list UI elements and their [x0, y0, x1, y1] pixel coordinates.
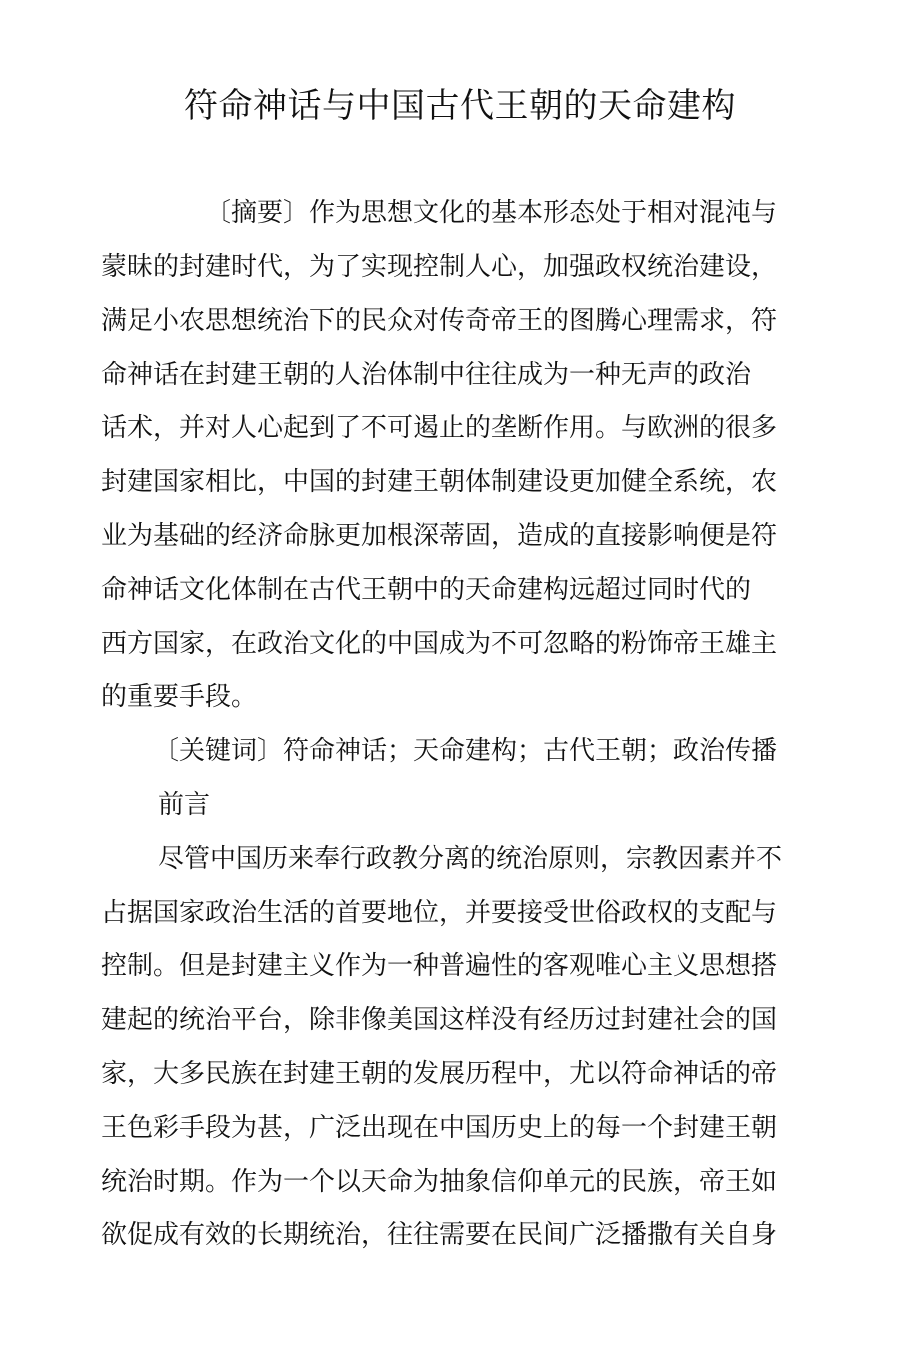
- body-line-3: 控制。但是封建主义作为一种普遍性的客观唯心主义思想搭: [101, 951, 778, 981]
- abstract-line-3: 满足小农思想统治下的民众对传奇帝王的图腾心理需求，符: [101, 306, 778, 336]
- body-line-2: 占据国家政治生活的首要地位，并要接受世俗政权的支配与: [101, 898, 778, 928]
- keywords-line: 〔关键词〕符命神话；天命建构；古代王朝；政治传播: [153, 736, 778, 766]
- body-line-6: 王色彩手段为甚，广泛出现在中国历史上的每一个封建王朝: [101, 1113, 778, 1143]
- abstract-line-8: 命神话文化体制在古代王朝中的天命建构远超过同时代的: [101, 575, 752, 605]
- abstract-line-9: 西方国家，在政治文化的中国成为不可忽略的粉饰帝王雄主: [101, 629, 778, 659]
- abstract-line-6: 封建国家相比，中国的封建王朝体制建设更加健全系统，农: [101, 467, 778, 497]
- abstract-line-2: 蒙昧的封建时代，为了实现控制人心，加强政权统治建设，: [101, 252, 778, 282]
- preface-heading: 前言: [158, 790, 211, 820]
- body-line-1: 尽管中国历来奉行政教分离的统治原则，宗教因素并不: [158, 844, 783, 874]
- body-line-8: 欲促成有效的长期统治，往往需要在民间广泛播撒有关自身: [101, 1220, 778, 1250]
- body-line-7: 统治时期。作为一个以天命为抽象信仰单元的民族，帝王如: [101, 1167, 778, 1197]
- abstract-line-7: 业为基础的经济命脉更加根深蒂固，造成的直接影响便是符: [101, 521, 778, 551]
- body-line-5: 家，大多民族在封建王朝的发展历程中，尤以符命神话的帝: [101, 1059, 778, 1089]
- abstract-line-4: 命神话在封建王朝的人治体制中往往成为一种无声的政治: [101, 360, 752, 390]
- document-title: 符命神话与中国古代王朝的天命建构: [184, 86, 736, 126]
- body-line-4: 建起的统治平台，除非像美国这样没有经历过封建社会的国: [101, 1005, 778, 1035]
- abstract-line-10: 的重要手段。: [101, 682, 258, 712]
- abstract-line-5: 话术，并对人心起到了不可遏止的垄断作用。与欧洲的很多: [101, 413, 778, 443]
- abstract-line-1: 〔摘要〕作为思想文化的基本形态处于相对混沌与: [205, 198, 778, 228]
